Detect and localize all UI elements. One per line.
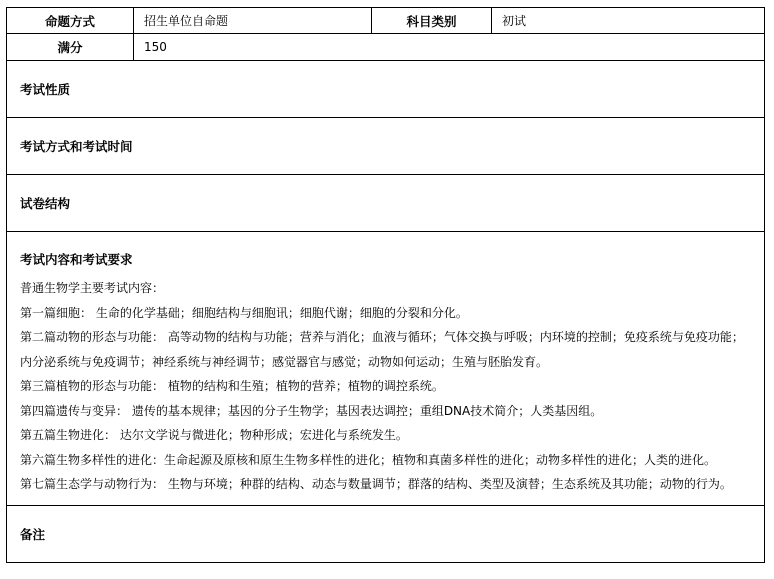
content-line: 第三篇植物的形态与功能： 植物的结构和生殖；植物的营养；植物的调控系统。	[20, 379, 444, 393]
section-nature-title: 考试性质	[7, 61, 765, 118]
content-line: 第四篇遗传与变异： 遗传的基本规律；基因的分子生物学；基因表达调控；重组DNA技术简介；人类基因组。	[20, 403, 603, 418]
section-content-cell	[7, 232, 765, 506]
header-row-1	[7, 8, 765, 34]
section-nature-row	[7, 61, 765, 118]
header-row-2	[7, 34, 765, 61]
content-line: 第五篇生物进化： 达尔文学说与微进化；物种形成；宏进化与系统发生。	[20, 428, 408, 442]
content-line: 第二篇动物的形态与功能： 高等动物的结构与功能；营养与消化；血液与循环；气体交换与呼吸；内环境的控制；免疫系统与免疫功能；	[20, 330, 744, 344]
section-method-time-title: 考试方式和考试时间	[7, 118, 765, 175]
section-content-title: 考试内容和考试要求	[20, 252, 133, 267]
section-structure-row	[7, 175, 765, 232]
section-remarks-row	[7, 505, 765, 562]
content-line: 第七篇生态学与动物行为： 生物与环境；种群的结构、动态与数量调节；群落的结构、类型及演替；生态系统及其功能；动物的行为。	[20, 477, 732, 491]
content-line: 普通生物学主要考试内容：	[20, 281, 165, 295]
subject-category-label: 科目类别	[372, 8, 492, 34]
content-line: 第一篇细胞： 生命的化学基础；细胞结构与细胞讯；细胞代谢；细胞的分裂和分化。	[20, 305, 468, 320]
exam-mode-label: 命题方式	[7, 8, 134, 34]
exam-syllabus-table	[6, 7, 765, 563]
full-score-value: 150	[134, 34, 765, 61]
section-content-row	[7, 232, 765, 506]
content-line: 第六篇生物多样性的进化：生命起源及原核和原生生物多样性的进化；植物和真菌多样性的进化；动物多样性的进化；人类的进化。	[20, 452, 717, 467]
subject-category-value: 初试	[492, 8, 765, 34]
full-score-label: 满分	[7, 34, 134, 61]
exam-mode-value: 招生单位自命题	[134, 8, 372, 34]
section-remarks-title: 备注	[7, 505, 765, 562]
content-line: 内分泌系统与免疫调节；神经系统与神经调节；感觉器官与感觉；动物如何运动；生殖与胚胎发育。	[20, 354, 549, 369]
section-method-row	[7, 118, 765, 175]
section-structure-title: 试卷结构	[7, 175, 765, 232]
